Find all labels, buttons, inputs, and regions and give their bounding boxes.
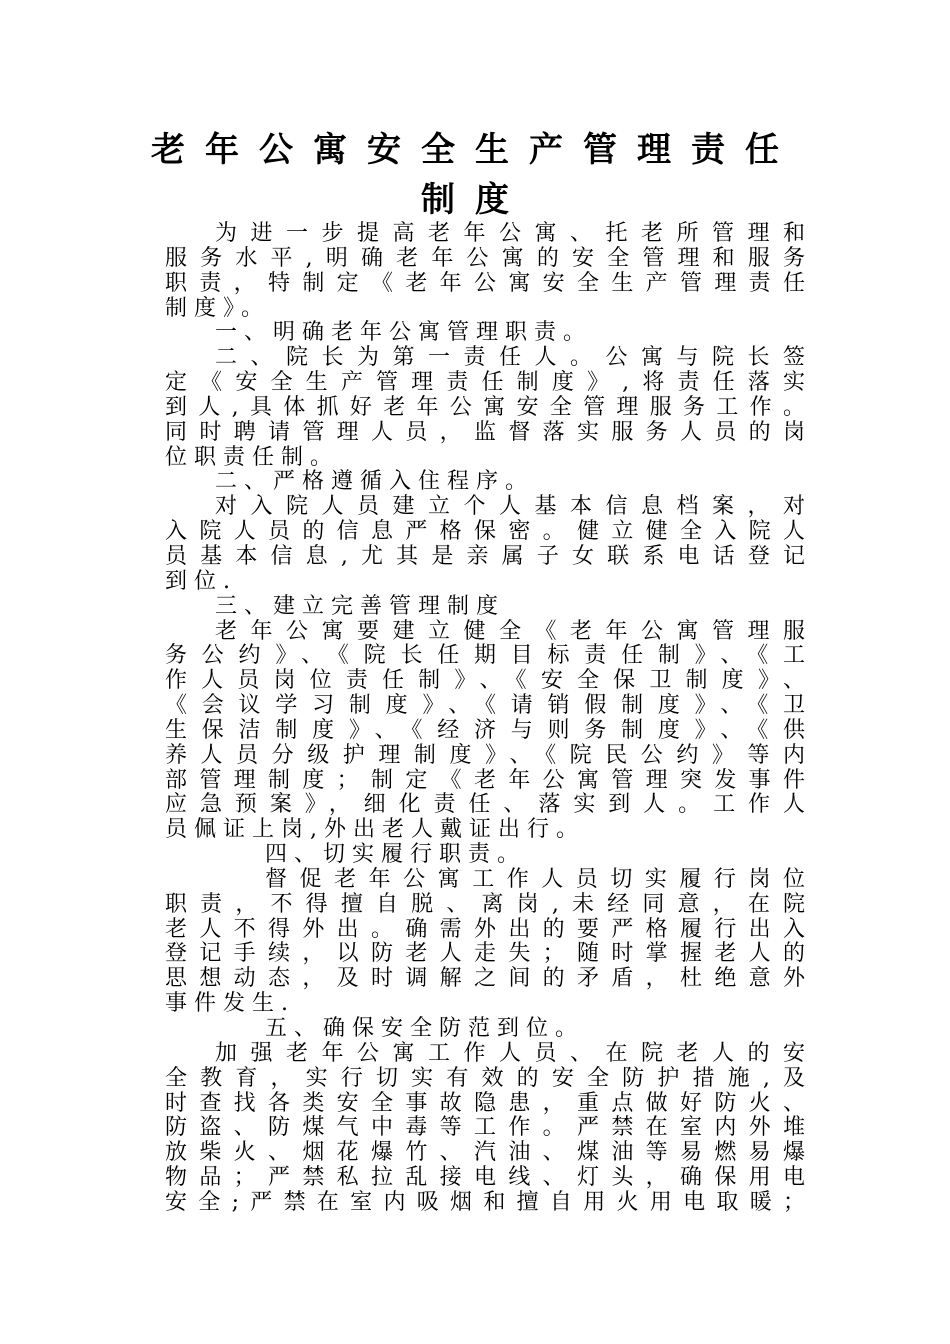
body-text-line: 物品；严禁私拉乱接电线、灯头，确保用电 (165, 1165, 805, 1191)
body-text-line: 督促老年公寓工作人员切实履行岗位 (265, 866, 805, 892)
body-text-line: 员基本信息,尤其是亲属子女联系电话登记 (165, 543, 805, 569)
body-text-line: 作人员岗位责任制》、《安全保卫制度》、 (165, 668, 805, 694)
body-text-line: 入院人员的信息严格保密。健立健全入院人 (165, 519, 805, 545)
body-text-line: 《会议学习制度》、《请销假制度》、《卫 (165, 693, 805, 719)
body-text-line: 应急预案》，细化责任、落实到人。工作人 (165, 792, 805, 818)
body-text-line: 二、严格遵循入住程序。 (215, 469, 535, 495)
body-text-line: 到人,具体抓好老年公寓安全管理服务工作。 (165, 394, 805, 420)
body-text-line: 制度》。 (165, 295, 271, 321)
body-text-line: 职责，不得擅自脱、离岗,未经同意，在院 (165, 891, 805, 917)
body-text-line: 二、院长为第一责任人。公寓与院长签 (215, 345, 805, 371)
body-text-line: 登记手续，以防老人走失；随时掌握老人的 (165, 941, 805, 967)
body-text-line: 安全;严禁在室内吸烟和擅自用火用电取暖； (165, 1189, 805, 1215)
body-text-line: 到位. (165, 568, 237, 594)
body-text-line: 四、切实履行职责。 (265, 842, 527, 868)
body-text-line: 生保洁制度》、《经济与则务制度》、《供 (165, 717, 805, 743)
body-text-line: 五、确保安全防范到位。 (265, 1016, 585, 1041)
body-text-line: 事件发生. (165, 991, 295, 1017)
body-text-line: 三、建立完善管理制度 (215, 593, 506, 619)
body-text-line: 放柴火、烟花爆竹、汽油、煤油等易燃易爆 (165, 1140, 805, 1166)
body-text-line: 一、明确老年公寓管理职责。 (215, 320, 593, 346)
body-text-line: 时查找各类安全事故隐患，重点做好防火、 (165, 1090, 805, 1116)
body-text-line: 为进一步提高老年公寓、托老所管理和 (215, 221, 805, 246)
body-text-line: 服务水平,明确老年公寓的安全管理和服务 (165, 245, 805, 271)
body-text-line: 务公约》、《院长任期目标责任制》、《工 (165, 643, 805, 669)
body-text-line: 对入院人员建立个人基本信息档案，对 (215, 494, 805, 520)
body-text-line: 定《安全生产管理责任制度》,将责任落实 (165, 370, 805, 396)
body-text-line: 养人员分级护理制度》、《院民公约》等内 (165, 742, 805, 768)
body-text-line: 部管理制度；制定《老年公寓管理突发事件 (165, 767, 805, 793)
body-text-line: 老年公寓要建立健全《老年公寓管理服 (215, 618, 805, 644)
body-text-line: 位职责任制。 (165, 444, 340, 470)
body-text-line: 全教育，实行切实有效的安全防护措施,及 (165, 1065, 805, 1091)
body-text-line: 同时聘请管理人员，监督落实服务人员的岗 (165, 419, 805, 445)
document-title-line-2: 制度 (421, 180, 529, 220)
body-text-line: 职责，特制定《老年公寓安全生产管理责任 (165, 270, 805, 296)
document-body (165, 222, 805, 1216)
body-text-line: 思想动态，及时调解之间的矛盾，杜绝意外 (165, 966, 805, 992)
body-text-line: 加强老年公寓工作人员、在院老人的安 (215, 1040, 805, 1066)
body-text-line: 员佩证上岗,外出老人戴证出行。 (165, 817, 585, 843)
body-text-line: 防盗、防煤气中毒等工作。严禁在室内外堆 (165, 1115, 805, 1141)
document-title-line-1: 老年公寓安全生产管理责任 (151, 130, 799, 170)
body-text-line: 老人不得外出。确需外出的要严格履行出入 (165, 916, 805, 942)
